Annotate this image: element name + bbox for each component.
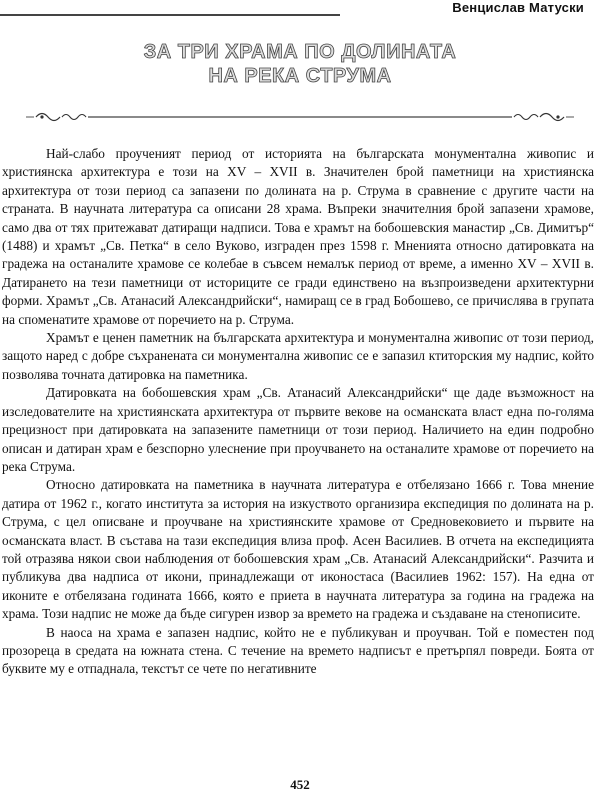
header-rule bbox=[0, 14, 340, 16]
running-header-author: Венцислав Матуски bbox=[452, 0, 584, 15]
page-number: 452 bbox=[290, 777, 310, 792]
title-line-2: НА РЕКА СТРУМА bbox=[208, 65, 392, 87]
paragraph-5: В наоса на храма е запазен надпис, който не е публикуван и проучван. Той е поместен под прозореца в средата на южната стена. С течение на времето надписът е претърпял повреди. Боята от буквите му е отпаднала, текстът се чете по негативните bbox=[2, 624, 594, 677]
paragraph-3: Датировката на бобошевския храм „Св. Атанасий Александрийски“ ще даде възможност на изследователите на християнската архитектура от първите векове на османската власт една по-голяма прецизност при датировката на запазените паметници от този период. Наличието на един подробно описан и датиран храм е безспорно улеснение при проучването на останалите храмове от поречието на река Струма. bbox=[2, 385, 594, 474]
paragraph-1: Най-слабо проученият период от историята на българската монументална живопис и християнска архитектура е този на XV – XVII в. Значителен брой паметници на християнска архитектура от този период са запазени по долината на р. Струма в сравнение с другите части на страната. В научната литература са описани 28 храма. Въпреки значителния брой запазени храмове, само два от тях притежават датиращи надписи. Това е храмът на бобошевския манастир „Св. Димитър“ (1488) и храмът „Св. Петка“ в село Вуково, изграден през 1598 г. Мненията относно датировката на градежа на останалите храмове се колебае в съвсем немалък период от време, а именно XV – XVII в. Датирането на тези паметници от историците се гради единствено на възпроизведени архитектурни форми. Храмът „Св. Атанасий Александрийски“, намиращ се в град Бобошево, се причислява в групата на споменатите храмове от поречието на р. Струма. bbox=[2, 146, 594, 327]
ornament-divider bbox=[26, 108, 574, 126]
article-body bbox=[2, 145, 594, 679]
paragraph-4: Относно датировката на паметника в научната литература е отбелязано 1666 г. Това мнение датира от 1962 г., когато института за история на изкуството организира експедиция по долината на р. Струма, с цел описване и проучване на християнските храмове от Средновековието и първите на османската власт. В състава на тази експедиция влиза проф. Асен Василиев. В отчета на експедицията той отразява някои свои наблюдения от бобошевския храм „Св. Атанасий Александрийски“. Разчита и публикува два надписа от икони, принадлежащи от иконостаса (Василиев 1962: 157). На една от иконите е отбелязана годината 1666, която е приета в научната литература за година на градежа на храма. Този надпис не може да бъде сигурен извор за времето на градежа и създаване на стенописите. bbox=[2, 477, 594, 622]
title-line-1: ЗА ТРИ ХРАМА ПО ДОЛИНАТА bbox=[143, 41, 457, 63]
article-title bbox=[0, 40, 600, 88]
paragraph-2: Храмът е ценен паметник на българската архитектура и монументална живопис от този период, защото наред с добре съхранената си монументална живопис се е запазил ктиторския му надпис, който позволява точната датировка на паметника. bbox=[2, 330, 594, 382]
